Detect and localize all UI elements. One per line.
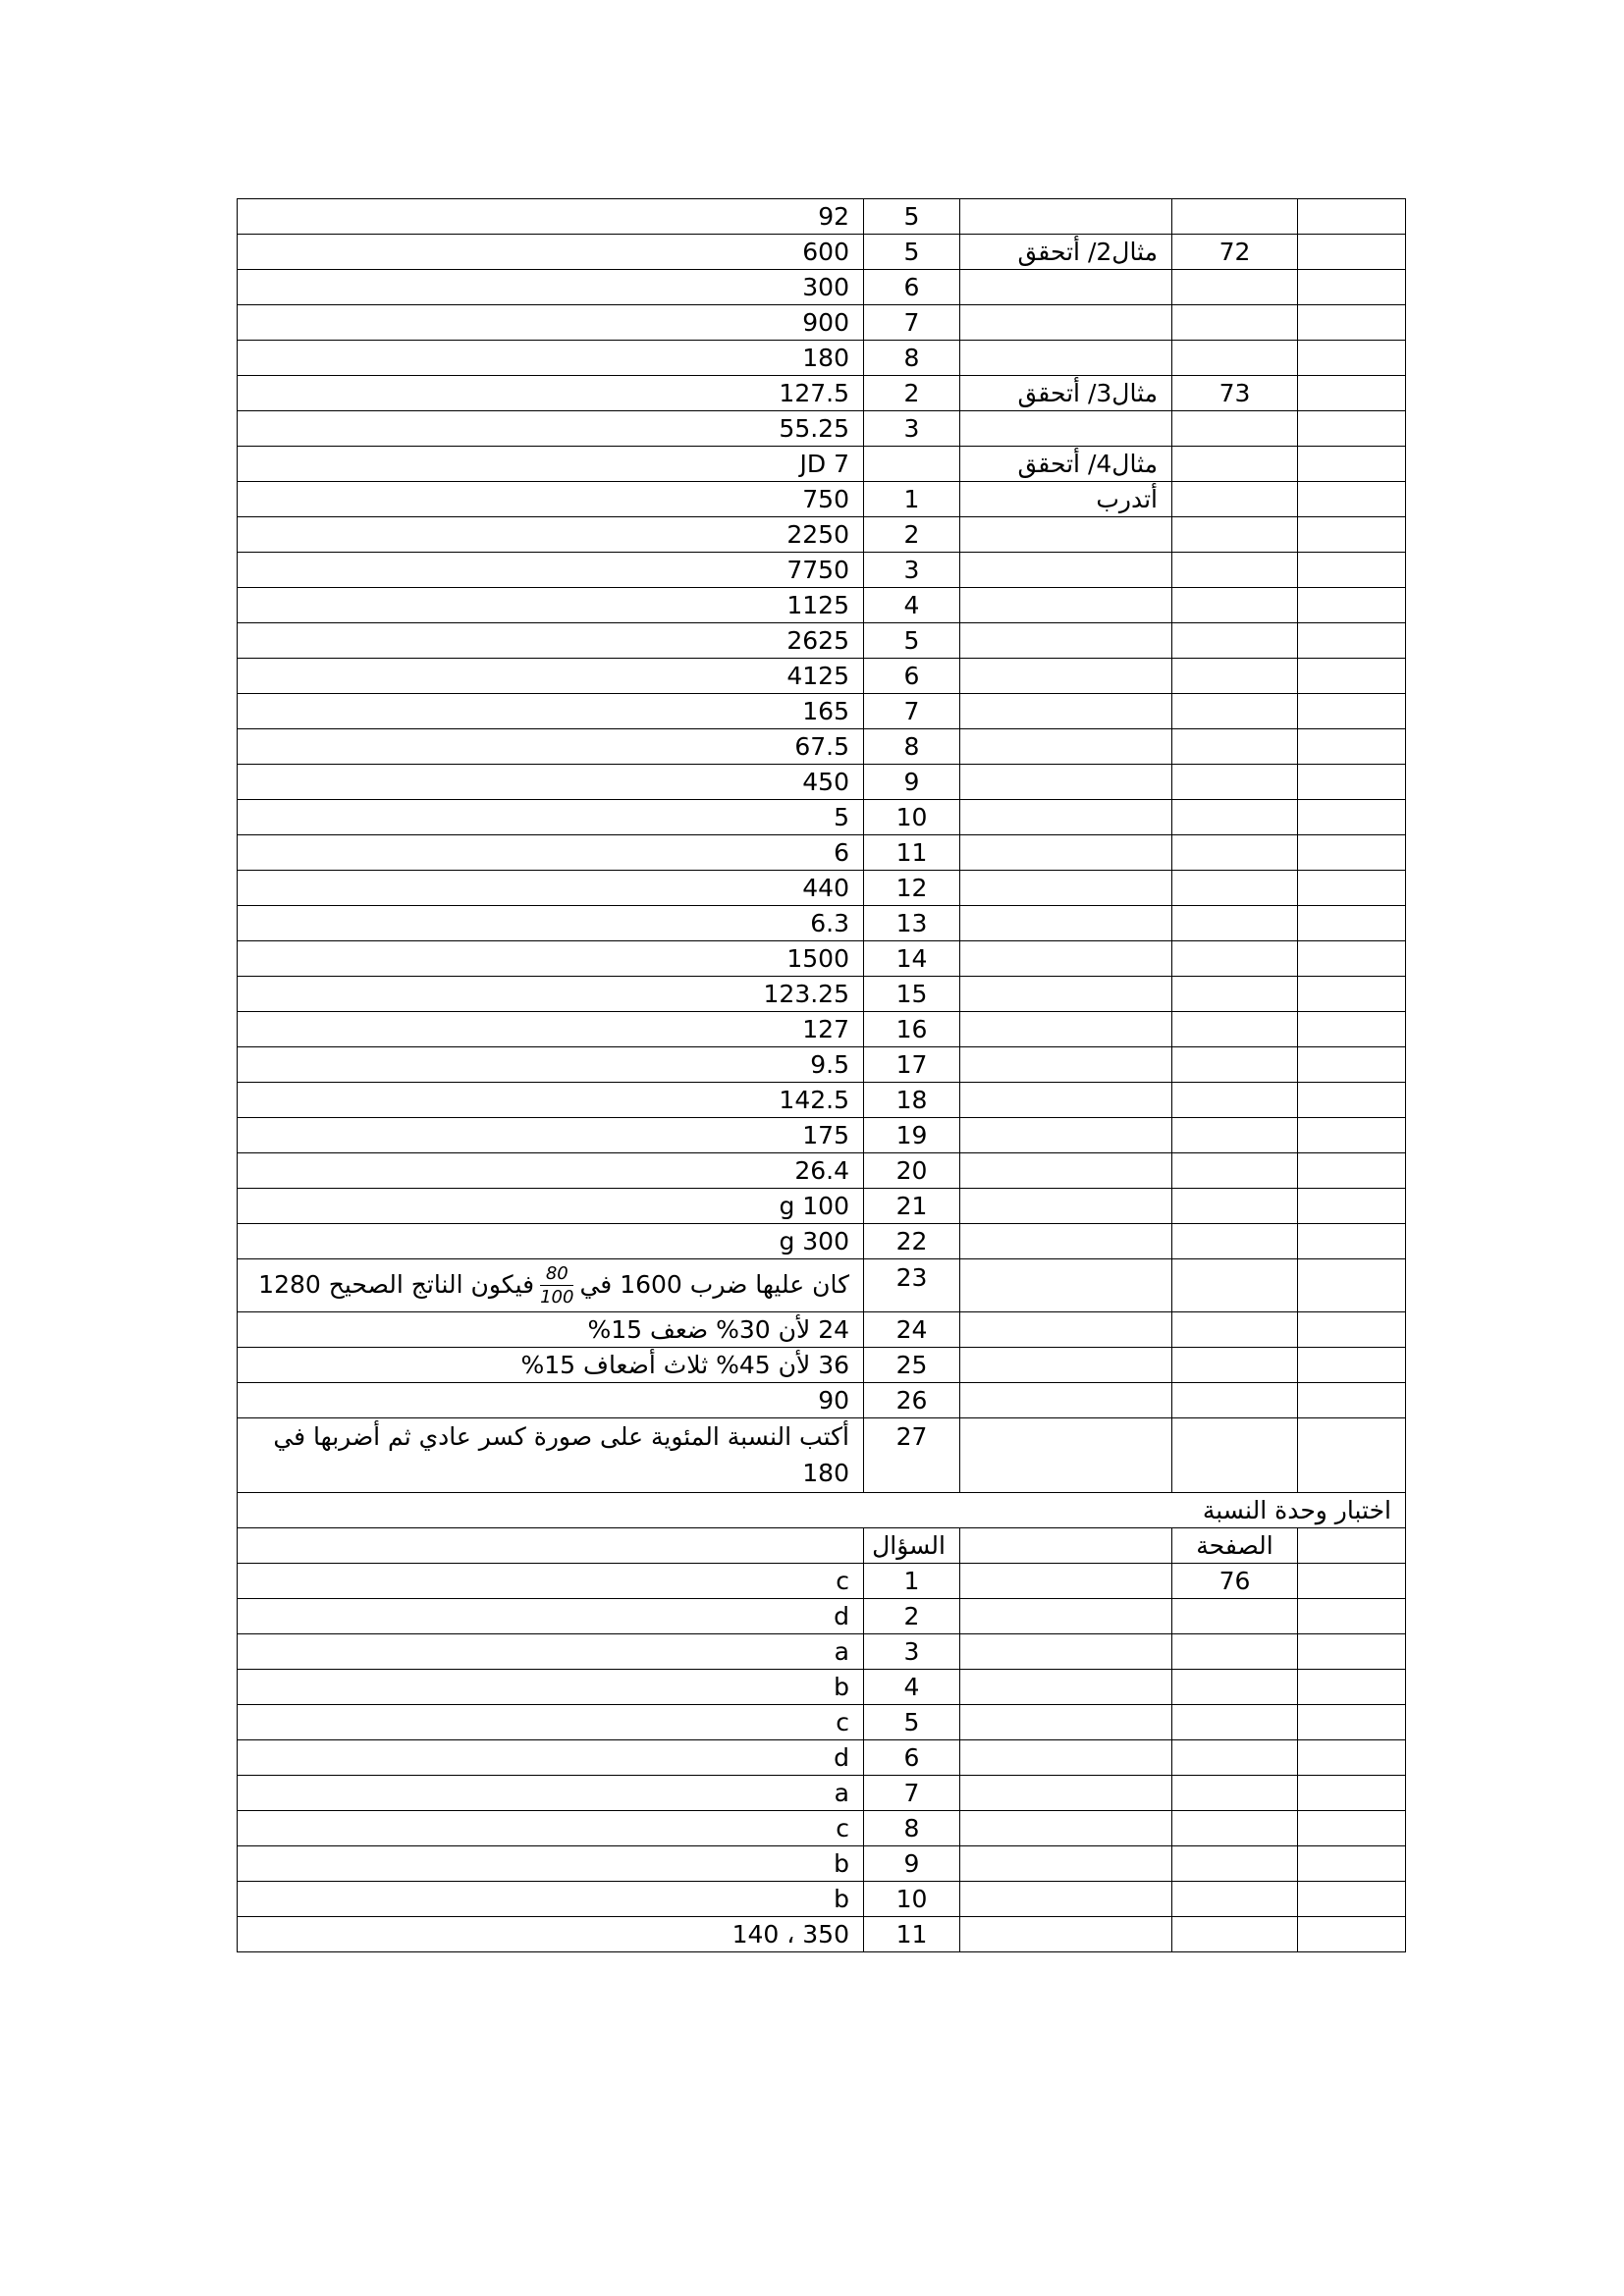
- table-row: [238, 199, 1406, 235]
- page-number-cell: [1172, 411, 1298, 447]
- page-number-cell: [1172, 1118, 1298, 1153]
- question-number-cell: 10: [864, 1882, 960, 1917]
- page-number-cell: [1172, 1312, 1298, 1348]
- section-label-cell: [960, 1882, 1172, 1917]
- answer-cell: a: [238, 1634, 864, 1670]
- answer-text-part: كان عليها ضرب 1600 في: [579, 1269, 849, 1299]
- section-label-cell: [960, 623, 1172, 659]
- table-row: [238, 1047, 1406, 1083]
- table-row: [238, 1118, 1406, 1153]
- answer-cell: c: [238, 1811, 864, 1846]
- question-number-cell: 8: [864, 1811, 960, 1846]
- answer-cell: 900: [238, 305, 864, 341]
- section-title-row: [238, 1493, 1406, 1528]
- page-number-cell: [1172, 1224, 1298, 1259]
- table-row: [238, 1670, 1406, 1705]
- section-label-cell: [960, 553, 1172, 588]
- page-number-cell: 73: [1172, 376, 1298, 411]
- page-number-cell: [1172, 1811, 1298, 1846]
- blank-cell: [1298, 1153, 1406, 1189]
- blank-cell: [1298, 729, 1406, 765]
- blank-cell: [1298, 482, 1406, 517]
- answer-cell: 67.5: [238, 729, 864, 765]
- answer-cell: [238, 1528, 864, 1564]
- section-label-cell: [960, 1153, 1172, 1189]
- page-number-cell: [1172, 1740, 1298, 1776]
- answer-cell: 300 g: [238, 1224, 864, 1259]
- answer-cell: 180: [238, 341, 864, 376]
- blank-cell: [1298, 1383, 1406, 1418]
- page-number-cell: [1172, 1383, 1298, 1418]
- page-number-cell: [1172, 1083, 1298, 1118]
- blank-cell: [1298, 1705, 1406, 1740]
- answer-key-table: [237, 198, 1406, 1952]
- blank-cell: [1298, 1811, 1406, 1846]
- question-number-cell: 6: [864, 1740, 960, 1776]
- answer-cell: 350 ، 140: [238, 1917, 864, 1952]
- table-row: [238, 1705, 1406, 1740]
- question-number-cell: 11: [864, 1917, 960, 1952]
- section-label-cell: [960, 411, 1172, 447]
- table-row: [238, 694, 1406, 729]
- page-number-cell: [1172, 199, 1298, 235]
- table-row: [238, 1882, 1406, 1917]
- blank-cell: [1298, 1528, 1406, 1564]
- answer-cell: 300: [238, 270, 864, 305]
- answer-cell: 2250: [238, 517, 864, 553]
- table-row: [238, 1418, 1406, 1493]
- answer-cell: 6: [238, 835, 864, 871]
- blank-cell: [1298, 553, 1406, 588]
- table-row: [238, 1740, 1406, 1776]
- page-number-cell: [1172, 1705, 1298, 1740]
- answer-cell: 127: [238, 1012, 864, 1047]
- question-number-cell: 5: [864, 235, 960, 270]
- section-label-cell: [960, 588, 1172, 623]
- page-number-cell: [1172, 765, 1298, 800]
- table-row: [238, 235, 1406, 270]
- table-row: [238, 376, 1406, 411]
- answer-cell: c: [238, 1705, 864, 1740]
- page-number-cell: [1172, 659, 1298, 694]
- section-label-cell: [960, 270, 1172, 305]
- blank-cell: [1298, 1740, 1406, 1776]
- answer-cell: d: [238, 1740, 864, 1776]
- section-label-cell: [960, 1811, 1172, 1846]
- table-row: [238, 659, 1406, 694]
- table-row: [238, 1153, 1406, 1189]
- question-number-cell: 7: [864, 305, 960, 341]
- question-number-cell: 25: [864, 1348, 960, 1383]
- blank-cell: [1298, 1670, 1406, 1705]
- page-number-cell: [1172, 553, 1298, 588]
- table-row: [238, 941, 1406, 977]
- blank-cell: [1298, 1118, 1406, 1153]
- answer-cell: 440: [238, 871, 864, 906]
- table-row: [238, 270, 1406, 305]
- answer-cell: 100 g: [238, 1189, 864, 1224]
- page-number-cell: [1172, 800, 1298, 835]
- blank-cell: [1298, 694, 1406, 729]
- blank-cell: [1298, 447, 1406, 482]
- answer-cell: 6.3: [238, 906, 864, 941]
- section-label-cell: [960, 1846, 1172, 1882]
- answer-cell: c: [238, 1564, 864, 1599]
- page-number-cell: [1172, 1846, 1298, 1882]
- answer-cell: 165: [238, 694, 864, 729]
- page-number-cell: [1172, 1599, 1298, 1634]
- question-number-cell: 2: [864, 376, 960, 411]
- answer-cell: 2625: [238, 623, 864, 659]
- answer-cell: 123.25: [238, 977, 864, 1012]
- answer-cell: b: [238, 1670, 864, 1705]
- question-number-cell: 20: [864, 1153, 960, 1189]
- section-label-cell: [960, 1418, 1172, 1493]
- question-number-cell: 27: [864, 1418, 960, 1493]
- page-number-cell: [1172, 588, 1298, 623]
- section-label-cell: [960, 1012, 1172, 1047]
- question-number-cell: 5: [864, 623, 960, 659]
- answer-cell: [238, 1259, 864, 1312]
- question-number-cell: 9: [864, 765, 960, 800]
- page-number-cell: [1172, 1882, 1298, 1917]
- blank-cell: [1298, 1224, 1406, 1259]
- answer-cell: أكتب النسبة المئوية على صورة كسر عادي ثم أضربها في 180: [238, 1418, 864, 1493]
- blank-cell: [1298, 906, 1406, 941]
- section-label-cell: [960, 199, 1172, 235]
- question-number-cell: 8: [864, 341, 960, 376]
- table-row: [238, 1259, 1406, 1312]
- page-number-cell: [1172, 1634, 1298, 1670]
- question-number-cell: 8: [864, 729, 960, 765]
- page-number-cell: [1172, 305, 1298, 341]
- section-label-cell: [960, 800, 1172, 835]
- section-label-cell: [960, 1118, 1172, 1153]
- blank-cell: [1298, 341, 1406, 376]
- page-number-cell: [1172, 447, 1298, 482]
- question-number-cell: 3: [864, 553, 960, 588]
- page-number-cell: [1172, 270, 1298, 305]
- page-number-cell: [1172, 482, 1298, 517]
- blank-cell: [1298, 1259, 1406, 1312]
- section-label-cell: [960, 1564, 1172, 1599]
- table-row: [238, 1564, 1406, 1599]
- page-number-cell: [1172, 1776, 1298, 1811]
- answer-cell: 450: [238, 765, 864, 800]
- table-row: [238, 1917, 1406, 1952]
- page-number-cell: [1172, 871, 1298, 906]
- blank-cell: [1298, 1083, 1406, 1118]
- table-row: [238, 1312, 1406, 1348]
- table-row: [238, 1811, 1406, 1846]
- table-row: [238, 1348, 1406, 1383]
- question-number-cell: [864, 447, 960, 482]
- blank-cell: [1298, 659, 1406, 694]
- answer-cell: 1500: [238, 941, 864, 977]
- section-label-cell: [960, 977, 1172, 1012]
- question-number-cell: 3: [864, 1634, 960, 1670]
- answer-cell: JD 7: [238, 447, 864, 482]
- question-number-cell: 4: [864, 1670, 960, 1705]
- question-number-cell: 6: [864, 270, 960, 305]
- question-number-cell: 18: [864, 1083, 960, 1118]
- question-number-cell: 5: [864, 1705, 960, 1740]
- question-number-cell: 7: [864, 694, 960, 729]
- section-label-cell: [960, 1189, 1172, 1224]
- page-number-cell: [1172, 623, 1298, 659]
- page-number-cell: [1172, 1259, 1298, 1312]
- section-title: اختبار وحدة النسبة: [238, 1493, 1406, 1528]
- blank-cell: [1298, 517, 1406, 553]
- question-number-cell: 21: [864, 1189, 960, 1224]
- section-label-cell: [960, 1917, 1172, 1952]
- table-row: [238, 871, 1406, 906]
- page-number-cell: [1172, 341, 1298, 376]
- page-number-cell: [1172, 1917, 1298, 1952]
- question-number-cell: 12: [864, 871, 960, 906]
- blank-cell: [1298, 411, 1406, 447]
- blank-cell: [1298, 941, 1406, 977]
- answer-cell: 175: [238, 1118, 864, 1153]
- blank-cell: [1298, 835, 1406, 871]
- section-label-cell: أتدرب: [960, 482, 1172, 517]
- blank-cell: [1298, 1599, 1406, 1634]
- answer-cell: 7750: [238, 553, 864, 588]
- blank-cell: [1298, 376, 1406, 411]
- table-row: [238, 588, 1406, 623]
- page-number-cell: [1172, 694, 1298, 729]
- table-row: [238, 1846, 1406, 1882]
- section-label-cell: [960, 1740, 1172, 1776]
- question-number-cell: 9: [864, 1846, 960, 1882]
- section-label-cell: [960, 1348, 1172, 1383]
- section-label-cell: [960, 694, 1172, 729]
- table-row: [238, 906, 1406, 941]
- blank-cell: [1298, 1012, 1406, 1047]
- answer-cell: b: [238, 1846, 864, 1882]
- section-label-cell: [960, 1383, 1172, 1418]
- table-row: [238, 729, 1406, 765]
- table-row: [238, 835, 1406, 871]
- section-label-cell: [960, 1259, 1172, 1312]
- question-number-cell: 4: [864, 588, 960, 623]
- page-number-cell: [1172, 1012, 1298, 1047]
- question-number-cell: 1: [864, 482, 960, 517]
- blank-cell: [1298, 1634, 1406, 1670]
- section-label-cell: [960, 1047, 1172, 1083]
- table-row: [238, 517, 1406, 553]
- question-number-cell: 17: [864, 1047, 960, 1083]
- table-row: [238, 1189, 1406, 1224]
- question-number-cell: 13: [864, 906, 960, 941]
- section-label-cell: مثال2/ أتحقق: [960, 235, 1172, 270]
- blank-cell: [1298, 1846, 1406, 1882]
- question-number-cell: 19: [864, 1118, 960, 1153]
- table-row: [238, 977, 1406, 1012]
- section-label-cell: [960, 729, 1172, 765]
- answer-cell: 26.4: [238, 1153, 864, 1189]
- answer-cell: 142.5: [238, 1083, 864, 1118]
- question-number-cell: 26: [864, 1383, 960, 1418]
- page-number-cell: [1172, 977, 1298, 1012]
- answer-cell: 127.5: [238, 376, 864, 411]
- page-number-cell: [1172, 941, 1298, 977]
- page-number-cell: [1172, 1418, 1298, 1493]
- page-number-cell: [1172, 1153, 1298, 1189]
- question-number-cell: 23: [864, 1259, 960, 1312]
- answer-cell: 24 لأن 30% ضعف 15%: [238, 1312, 864, 1348]
- page-column-header: الصفحة: [1172, 1528, 1298, 1564]
- question-number-cell: 6: [864, 659, 960, 694]
- fraction-numerator: 80: [540, 1265, 573, 1286]
- answer-cell: a: [238, 1776, 864, 1811]
- blank-cell: [1298, 765, 1406, 800]
- blank-cell: [1298, 270, 1406, 305]
- page-number-cell: [1172, 1189, 1298, 1224]
- blank-cell: [1298, 1917, 1406, 1952]
- blank-cell: [1298, 1189, 1406, 1224]
- page-number-cell: 72: [1172, 235, 1298, 270]
- section-label-cell: [960, 1670, 1172, 1705]
- answer-cell: 4125: [238, 659, 864, 694]
- table-row: [238, 447, 1406, 482]
- section-label-cell: مثال3/ أتحقق: [960, 376, 1172, 411]
- section-label-cell: [960, 835, 1172, 871]
- blank-cell: [1298, 1047, 1406, 1083]
- table-row: [238, 1012, 1406, 1047]
- page-number-cell: [1172, 517, 1298, 553]
- answer-cell: 750: [238, 482, 864, 517]
- answer-cell: 36 لأن 45% ثلاث أضعاف 15%: [238, 1348, 864, 1383]
- table-row: [238, 1224, 1406, 1259]
- page-number-cell: [1172, 835, 1298, 871]
- page-number-cell: [1172, 729, 1298, 765]
- table-row: [238, 553, 1406, 588]
- blank-cell: [1298, 1312, 1406, 1348]
- fraction-denominator: 100: [540, 1286, 574, 1308]
- answer-cell: 90: [238, 1383, 864, 1418]
- table-row: [238, 1383, 1406, 1418]
- section-label-cell: [960, 1312, 1172, 1348]
- table-row: [238, 1599, 1406, 1634]
- question-number-cell: 16: [864, 1012, 960, 1047]
- section-label-cell: [960, 1224, 1172, 1259]
- table-row: [238, 623, 1406, 659]
- question-number-cell: 10: [864, 800, 960, 835]
- blank-cell: [1298, 588, 1406, 623]
- blank-cell: [1298, 235, 1406, 270]
- section-label-cell: [960, 871, 1172, 906]
- blank-cell: [1298, 305, 1406, 341]
- question-number-cell: 15: [864, 977, 960, 1012]
- answer-cell: 55.25: [238, 411, 864, 447]
- question-number-cell: 3: [864, 411, 960, 447]
- table-row: [238, 411, 1406, 447]
- answer-cell: 92: [238, 199, 864, 235]
- section-label-cell: [960, 1776, 1172, 1811]
- section-label-cell: [960, 659, 1172, 694]
- section-label-cell: مثال4/ أتحقق: [960, 447, 1172, 482]
- section-label-cell: [960, 1599, 1172, 1634]
- section-label-cell: [960, 906, 1172, 941]
- section-label-cell: [960, 1083, 1172, 1118]
- question-number-cell: 7: [864, 1776, 960, 1811]
- page-number-cell: [1172, 1348, 1298, 1383]
- page-number-cell: [1172, 1047, 1298, 1083]
- question-number-cell: 22: [864, 1224, 960, 1259]
- blank-cell: [1298, 1882, 1406, 1917]
- section-label-cell: [960, 517, 1172, 553]
- blank-cell: [1298, 1348, 1406, 1383]
- blank-cell: [1298, 1776, 1406, 1811]
- question-number-cell: 2: [864, 1599, 960, 1634]
- table-row: [238, 1083, 1406, 1118]
- question-number-cell: 24: [864, 1312, 960, 1348]
- blank-cell: [1298, 871, 1406, 906]
- question-column-header: السؤال: [864, 1528, 960, 1564]
- table-row: [238, 765, 1406, 800]
- table-row: [238, 1776, 1406, 1811]
- page-number-cell: [1172, 906, 1298, 941]
- blank-cell: [1298, 1418, 1406, 1493]
- section-label-cell: [960, 1705, 1172, 1740]
- answer-text-part: فيكون الناتج الصحيح 1280: [258, 1269, 535, 1299]
- answer-cell: 5: [238, 800, 864, 835]
- header-row: [238, 1528, 1406, 1564]
- page-number-cell: [1172, 1670, 1298, 1705]
- section-label-cell: [960, 941, 1172, 977]
- section-label-cell: [960, 1528, 1172, 1564]
- answer-cell: d: [238, 1599, 864, 1634]
- table-row: [238, 341, 1406, 376]
- question-number-cell: 1: [864, 1564, 960, 1599]
- answer-cell: 600: [238, 235, 864, 270]
- table-row: [238, 800, 1406, 835]
- section-label-cell: [960, 305, 1172, 341]
- section-label-cell: [960, 341, 1172, 376]
- blank-cell: [1298, 199, 1406, 235]
- answer-cell: 1125: [238, 588, 864, 623]
- blank-cell: [1298, 1564, 1406, 1599]
- answer-cell: b: [238, 1882, 864, 1917]
- section-label-cell: [960, 765, 1172, 800]
- table-row: [238, 482, 1406, 517]
- question-number-cell: 14: [864, 941, 960, 977]
- table-row: [238, 305, 1406, 341]
- question-number-cell: 11: [864, 835, 960, 871]
- question-number-cell: 2: [864, 517, 960, 553]
- fraction: [540, 1262, 574, 1308]
- answer-cell: 9.5: [238, 1047, 864, 1083]
- page-number-cell: 76: [1172, 1564, 1298, 1599]
- blank-cell: [1298, 623, 1406, 659]
- blank-cell: [1298, 800, 1406, 835]
- section-label-cell: [960, 1634, 1172, 1670]
- blank-cell: [1298, 977, 1406, 1012]
- table-row: [238, 1634, 1406, 1670]
- question-number-cell: 5: [864, 199, 960, 235]
